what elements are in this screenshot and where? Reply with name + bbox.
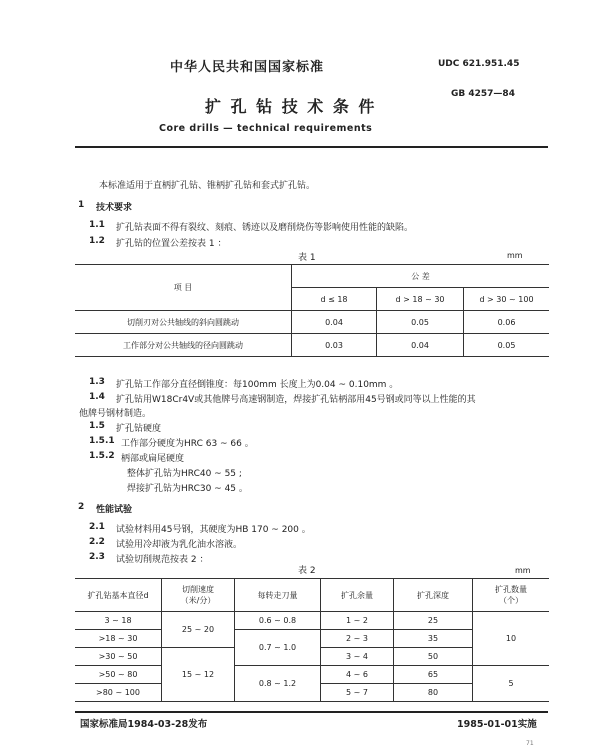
t2-count: 10: [473, 612, 550, 666]
t2-header-speed: 切削速度 （米/分）: [162, 579, 235, 612]
t1-sub-col: d ≤ 18: [292, 288, 377, 311]
clause-1-4-line2: 他牌号钢材制造。: [79, 409, 152, 419]
table-row: [75, 311, 549, 334]
page-number: 71: [526, 740, 534, 747]
clause-2-2: 试验用冷却液为乳化油水溶液。: [116, 540, 243, 550]
issue-date: 国家标准局1984-03-28发布: [80, 719, 208, 730]
t2-diameter: >80 ~ 100: [75, 684, 162, 702]
t1-header-tolerance: 公 差: [292, 265, 550, 288]
t1-row-label: 切削刃对公共轴线的斜向圆跳动: [75, 311, 292, 334]
t2-depth: 65: [394, 666, 473, 684]
effective-date: 1985-01-01实施: [457, 719, 537, 730]
t1-sub-col: d > 30 ~ 100: [464, 288, 550, 311]
t2-header-depth: 扩孔深度: [394, 579, 473, 612]
clause-2-3-number: 2.3: [89, 552, 105, 562]
t2-depth: 80: [394, 684, 473, 702]
t2-allowance: 5 ~ 7: [321, 684, 394, 702]
clause-1-2-number: 1.2: [89, 236, 105, 246]
t1-sub-col: d > 18 ~ 30: [377, 288, 464, 311]
t1-cell: 0.04: [377, 334, 464, 357]
t2-allowance: 2 ~ 3: [321, 630, 394, 648]
clause-1-3-number: 1.3: [89, 377, 105, 387]
t2-speed: 25 ~ 20: [162, 612, 235, 648]
t2-depth: 50: [394, 648, 473, 666]
t2-feed: 0.7 ~ 1.0: [235, 630, 321, 666]
clause-1-4-number: 1.4: [89, 392, 105, 402]
clause-1-2: 扩孔钻的位置公差按表 1 ：: [116, 239, 227, 249]
table-row: [75, 666, 549, 684]
t2-count: 5: [473, 666, 550, 702]
table-1-caption: 表 1: [298, 253, 316, 263]
title-cn: 扩 孔 钻 技 术 条 件: [205, 97, 377, 116]
table-1-unit: mm: [507, 251, 523, 260]
clause-1-1: 扩孔钻表面不得有裂纹、刻痕、锈迹以及磨削烧伤等影响使用性能的缺陷。: [116, 223, 414, 233]
clause-1-5-2: 柄部或扁尾硬度: [121, 454, 185, 464]
section-1-number: 1: [78, 200, 85, 210]
clause-2-1: 试验材料用45号钢，其硬度为HB 170 ~ 200 。: [116, 525, 311, 535]
t2-allowance: 3 ~ 4: [321, 648, 394, 666]
t2-speed: 15 ~ 12: [162, 648, 235, 702]
t2-allowance: 4 ~ 6: [321, 666, 394, 684]
clause-1-1-number: 1.1: [89, 220, 105, 230]
section-2-heading: 性能试验: [96, 505, 133, 515]
t1-cell: 0.04: [292, 311, 377, 334]
t2-depth: 35: [394, 630, 473, 648]
clause-1-3: 扩孔钻工作部分直径倒锥度：每100mm 长度上为0.04 ~ 0.10mm 。: [116, 380, 399, 390]
standard-org-title: 中华人民共和国国家标准: [170, 60, 325, 75]
clause-1-5-2-number: 1.5.2: [89, 451, 115, 461]
table-1: [75, 264, 549, 357]
clause-1-5: 扩孔钻硬度: [116, 424, 162, 434]
t1-cell: 0.05: [464, 334, 550, 357]
table-2-unit: mm: [515, 566, 531, 575]
t2-feed: 0.8 ~ 1.2: [235, 666, 321, 702]
t2-diameter: 3 ~ 18: [75, 612, 162, 630]
clause-2-2-number: 2.2: [89, 537, 105, 547]
gb-number: GB 4257—84: [451, 89, 515, 99]
table-row: [75, 334, 549, 357]
t2-header-count: 扩孔数量 （个）: [473, 579, 550, 612]
clause-1-5-number: 1.5: [89, 421, 105, 431]
table-row: [75, 612, 549, 630]
t2-header-diameter: 扩孔钻基本直径d: [75, 579, 162, 612]
footer-rule: [75, 711, 548, 713]
header-rule: [75, 146, 548, 148]
intro-text: 本标准适用于直柄扩孔钻、锥柄扩孔钻和套式扩孔钻。: [99, 181, 316, 191]
table-2: [75, 578, 549, 702]
t2-diameter: >18 ~ 30: [75, 630, 162, 648]
t1-cell: 0.05: [377, 311, 464, 334]
clause-1-5-1-number: 1.5.1: [89, 436, 115, 446]
t1-cell: 0.03: [292, 334, 377, 357]
clause-1-5-2-welded: 焊接扩孔钻为HRC30 ~ 45 。: [127, 484, 248, 494]
t2-diameter: >50 ~ 80: [75, 666, 162, 684]
table-2-caption: 表 2: [298, 566, 316, 576]
udc-code: UDC 621.951.45: [438, 59, 520, 69]
clause-2-3: 试验切削规范按表 2 ：: [116, 555, 209, 565]
title-en: Core drills — technical requirements: [159, 123, 373, 134]
t2-allowance: 1 ~ 2: [321, 612, 394, 630]
clause-1-4-line1: 扩孔钻用W18Cr4V或其他牌号高速钢制造，焊接扩孔钻柄部用45号钢或同等以上性能的其: [116, 395, 476, 405]
clause-1-5-1: 工作部分硬度为HRC 63 ~ 66 。: [121, 439, 254, 449]
t1-row-label: 工作部分对公共轴线的径向圆跳动: [75, 334, 292, 357]
t2-feed: 0.6 ~ 0.8: [235, 612, 321, 630]
t2-depth: 25: [394, 612, 473, 630]
section-2-number: 2: [78, 502, 85, 512]
clause-2-1-number: 2.1: [89, 522, 105, 532]
t2-diameter: >30 ~ 50: [75, 648, 162, 666]
t1-cell: 0.06: [464, 311, 550, 334]
section-1-heading: 技术要求: [96, 203, 133, 213]
t2-header-allowance: 扩孔余量: [321, 579, 394, 612]
t2-header-feed: 每转走刀量: [235, 579, 321, 612]
t1-header-item: 项 目: [75, 265, 292, 311]
clause-1-5-2-integral: 整体扩孔钻为HRC40 ~ 55 ;: [127, 469, 242, 479]
